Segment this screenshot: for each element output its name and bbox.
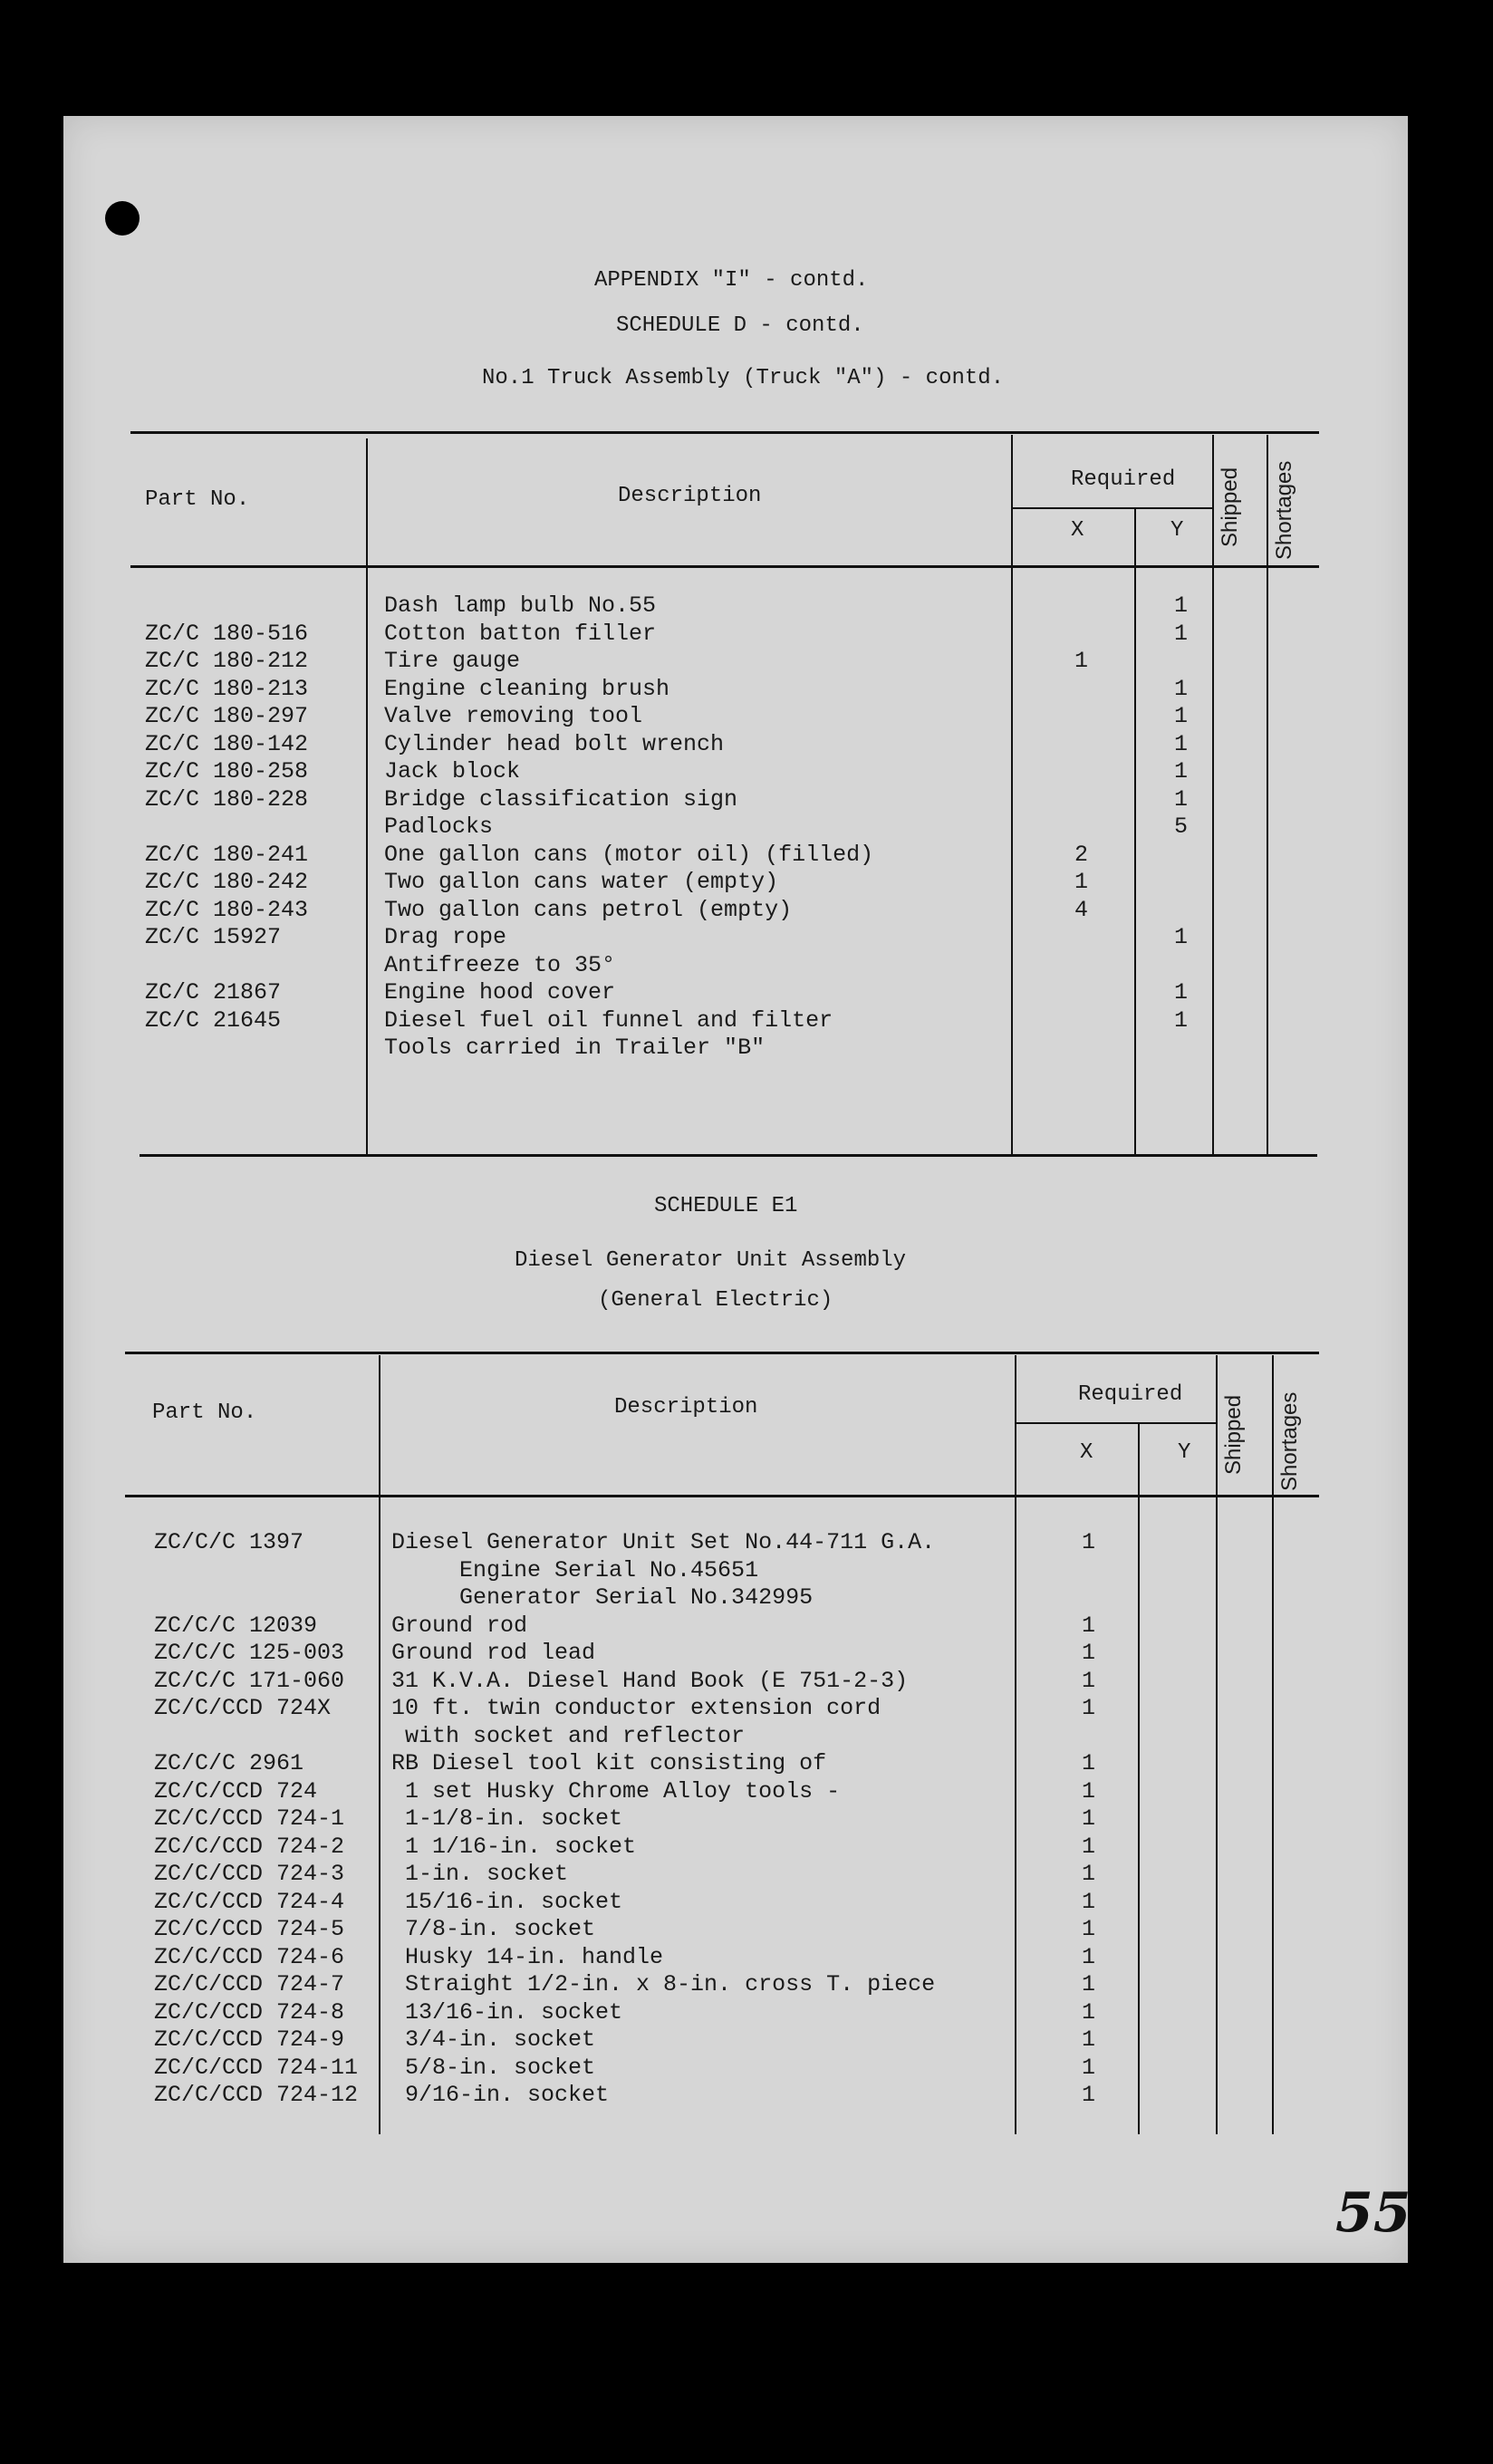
header-shortages: Shortages — [1277, 1391, 1302, 1491]
table-cell-x: 1 — [1082, 1777, 1096, 1805]
table2-required-rule — [1015, 1422, 1216, 1424]
table-cell-x: 1 — [1082, 1805, 1096, 1832]
table-cell-x: 4 — [1074, 896, 1089, 923]
table-cell-y: 1 — [1174, 979, 1189, 1006]
table-cell-desc: Engine cleaning brush — [384, 675, 670, 702]
table-cell-desc: Valve removing tool — [384, 703, 643, 729]
table-cell-desc: Cotton batton filler — [384, 620, 657, 647]
table-cell-part: ZC/C 180-228 — [145, 785, 309, 813]
table-cell-part: ZC/C/C 12039 — [154, 1612, 318, 1639]
table-cell-part: ZC/C 180-212 — [145, 648, 309, 674]
table-cell-desc: 7/8-in. socket — [391, 1916, 596, 1942]
table-cell-y: 5 — [1174, 813, 1189, 840]
table-cell-desc: 1 set Husky Chrome Alloy tools - — [391, 1777, 841, 1805]
header-x: X — [1071, 518, 1084, 543]
table-cell-x: 1 — [1082, 1943, 1096, 1970]
table1-col-divider — [366, 438, 368, 1154]
table-cell-desc: Ground rod lead — [391, 1640, 596, 1666]
table-cell-desc: Dash lamp bulb No.55 — [384, 592, 657, 619]
table2-header-rule — [125, 1495, 1319, 1497]
table-cell-desc: 1-in. socket — [391, 1861, 569, 1887]
table-cell-part: ZC/C/CCD 724X — [154, 1695, 332, 1721]
table-cell-part: ZC/C 180-213 — [145, 675, 309, 702]
table-cell-y: 1 — [1174, 592, 1189, 619]
table1-col-divider — [1011, 435, 1013, 1154]
table-cell-desc: 15/16-in. socket — [391, 1888, 623, 1915]
table-cell-y: 1 — [1174, 703, 1189, 729]
table-cell-x: 1 — [1082, 1667, 1096, 1694]
table-cell-part: ZC/C/CCD 724-7 — [154, 1971, 345, 1997]
table-cell-part: ZC/C 21645 — [145, 1006, 282, 1034]
table-cell-x: 1 — [1074, 869, 1089, 895]
header-description: Description — [614, 1395, 758, 1420]
table-cell-part: ZC/C/CCD 724-4 — [154, 1888, 345, 1915]
table-cell-desc: Engine Serial No.45651 — [391, 1556, 759, 1583]
table-cell-desc: Cylinder head bolt wrench — [384, 730, 725, 757]
table-cell-desc: RB Diesel tool kit consisting of — [391, 1750, 827, 1776]
table-cell-desc: Tire gauge — [384, 648, 521, 674]
table2-col-divider — [1138, 1424, 1140, 2134]
table-cell-part: ZC/C/CCD 724-1 — [154, 1805, 345, 1832]
table-cell-desc: 9/16-in. socket — [391, 2082, 610, 2108]
page-number: 55 — [1335, 2181, 1411, 2245]
table-cell-part: ZC/C/CCD 724-9 — [154, 2026, 345, 2053]
table-cell-desc: 31 K.V.A. Diesel Hand Book (E 751-2-3) — [391, 1667, 909, 1694]
header-required: Required — [1078, 1382, 1183, 1407]
table-cell-x: 1 — [1082, 2026, 1096, 2053]
table-cell-x: 1 — [1082, 1612, 1096, 1639]
table-cell-part: ZC/C/CCD 724-2 — [154, 1833, 345, 1860]
table-cell-desc: with socket and reflector — [391, 1722, 746, 1749]
schedule-e1-line1: Diesel Generator Unit Assembly — [515, 1248, 907, 1273]
table-cell-desc: 3/4-in. socket — [391, 2026, 596, 2053]
table-cell-desc: 5/8-in. socket — [391, 2054, 596, 2081]
table1-col-divider — [1134, 509, 1136, 1154]
table-cell-x: 1 — [1082, 1640, 1096, 1666]
header-part-no: Part No. — [152, 1400, 257, 1425]
table-cell-part: ZC/C 180-242 — [145, 869, 309, 895]
table1-bottom-rule — [140, 1154, 1317, 1157]
header-x: X — [1080, 1440, 1093, 1465]
table-cell-part: ZC/C/C 125-003 — [154, 1640, 345, 1666]
header-shipped: Shipped — [1221, 1394, 1246, 1475]
table2-top-rule — [125, 1352, 1319, 1354]
table-cell-part: ZC/C/C 1397 — [154, 1529, 304, 1555]
table-cell-desc: Bridge classification sign — [384, 785, 738, 813]
table-cell-x: 1 — [1082, 2054, 1096, 2081]
table-cell-desc: Diesel fuel oil funnel and filter — [384, 1006, 833, 1034]
table-cell-desc: 10 ft. twin conductor extension cord — [391, 1695, 881, 1721]
table-cell-part: ZC/C/CCD 724-8 — [154, 1998, 345, 2026]
assembly-subtitle: No.1 Truck Assembly (Truck "A") - contd. — [482, 366, 1005, 390]
table-cell-part: ZC/C/C 171-060 — [154, 1667, 345, 1694]
table1-header-rule — [130, 565, 1319, 568]
table2-col-divider — [1015, 1355, 1016, 2134]
table-cell-x: 1 — [1082, 2082, 1096, 2108]
table-cell-y: 1 — [1174, 1006, 1189, 1034]
table-cell-x: 1 — [1082, 1998, 1096, 2026]
table-cell-x: 1 — [1082, 1529, 1096, 1555]
table-cell-part: ZC/C 180-243 — [145, 896, 309, 923]
table-cell-y: 1 — [1174, 758, 1189, 784]
table-cell-part: ZC/C 180-297 — [145, 703, 309, 729]
punch-hole — [105, 201, 140, 236]
table-cell-desc: Tools carried in Trailer "B" — [384, 1035, 766, 1061]
header-y: Y — [1178, 1440, 1191, 1465]
table-cell-x: 1 — [1074, 648, 1089, 674]
table1-col-divider — [1212, 435, 1214, 1154]
header-y: Y — [1170, 518, 1184, 543]
table-cell-desc: Two gallon cans water (empty) — [384, 869, 779, 895]
header-required: Required — [1071, 467, 1176, 492]
table-cell-part: ZC/C 180-516 — [145, 620, 309, 647]
table-cell-x: 1 — [1082, 1750, 1096, 1776]
table-cell-part: ZC/C 180-241 — [145, 841, 309, 868]
table2-col-divider — [379, 1355, 380, 2134]
table1-required-rule — [1011, 507, 1212, 509]
table-cell-desc: Jack block — [384, 758, 521, 784]
table-cell-y: 1 — [1174, 620, 1189, 647]
table-cell-desc: Drag rope — [384, 924, 507, 950]
table-cell-x: 1 — [1082, 1861, 1096, 1887]
table-cell-part: ZC/C 180-142 — [145, 730, 309, 757]
table-cell-part: ZC/C 15927 — [145, 924, 282, 950]
table-cell-desc: Engine hood cover — [384, 979, 616, 1006]
table-cell-y: 1 — [1174, 924, 1189, 950]
table1-col-divider — [1267, 435, 1268, 1154]
header-shortages: Shortages — [1272, 460, 1296, 560]
table-cell-x: 1 — [1082, 1888, 1096, 1915]
table-cell-desc: 1 1/16-in. socket — [391, 1833, 637, 1860]
header-shipped: Shipped — [1218, 467, 1242, 547]
table-cell-desc: One gallon cans (motor oil) (filled) — [384, 841, 874, 868]
table-cell-part: ZC/C/CCD 724-5 — [154, 1916, 345, 1942]
schedule-title: SCHEDULE D - contd. — [616, 313, 864, 338]
table-cell-part: ZC/C/CCD 724 — [154, 1777, 318, 1805]
header-description: Description — [618, 484, 762, 508]
table2-col-divider — [1216, 1355, 1218, 2134]
table-cell-desc: 1-1/8-in. socket — [391, 1805, 623, 1832]
schedule-e1-title: SCHEDULE E1 — [654, 1194, 798, 1218]
table-cell-x: 1 — [1082, 1695, 1096, 1721]
table-cell-part: ZC/C/C 2961 — [154, 1750, 304, 1776]
table-cell-x: 2 — [1074, 841, 1089, 868]
table-cell-y: 1 — [1174, 730, 1189, 757]
table-cell-y: 1 — [1174, 785, 1189, 813]
table-cell-part: ZC/C/CCD 724-11 — [154, 2054, 359, 2081]
table-cell-desc: Diesel Generator Unit Set No.44-711 G.A. — [391, 1529, 936, 1555]
appendix-title: APPENDIX "I" - contd. — [594, 268, 869, 293]
table-cell-part: ZC/C 180-258 — [145, 758, 309, 784]
table-cell-part: ZC/C 21867 — [145, 979, 282, 1006]
header-part-no: Part No. — [145, 487, 250, 512]
schedule-e1-line2: (General Electric) — [598, 1288, 833, 1313]
table-cell-part: ZC/C/CCD 724-6 — [154, 1943, 345, 1970]
table-cell-x: 1 — [1082, 1916, 1096, 1942]
table-cell-desc: Generator Serial No.342995 — [391, 1584, 814, 1611]
table-cell-desc: Straight 1/2-in. x 8-in. cross T. piece — [391, 1971, 936, 1997]
table-cell-desc: Two gallon cans petrol (empty) — [384, 896, 793, 923]
table1-top-rule — [130, 431, 1319, 434]
table-cell-x: 1 — [1082, 1833, 1096, 1860]
table-cell-x: 1 — [1082, 1971, 1096, 1997]
table2-col-divider — [1272, 1355, 1274, 2134]
table-cell-part: ZC/C/CCD 724-3 — [154, 1861, 345, 1887]
table-cell-desc: Antifreeze to 35° — [384, 951, 616, 978]
table-cell-desc: Padlocks — [384, 813, 494, 840]
table-cell-y: 1 — [1174, 675, 1189, 702]
table-cell-desc: Ground rod — [391, 1612, 528, 1639]
table-cell-part: ZC/C/CCD 724-12 — [154, 2082, 359, 2108]
table-cell-desc: 13/16-in. socket — [391, 1998, 623, 2026]
table-cell-desc: Husky 14-in. handle — [391, 1943, 664, 1970]
